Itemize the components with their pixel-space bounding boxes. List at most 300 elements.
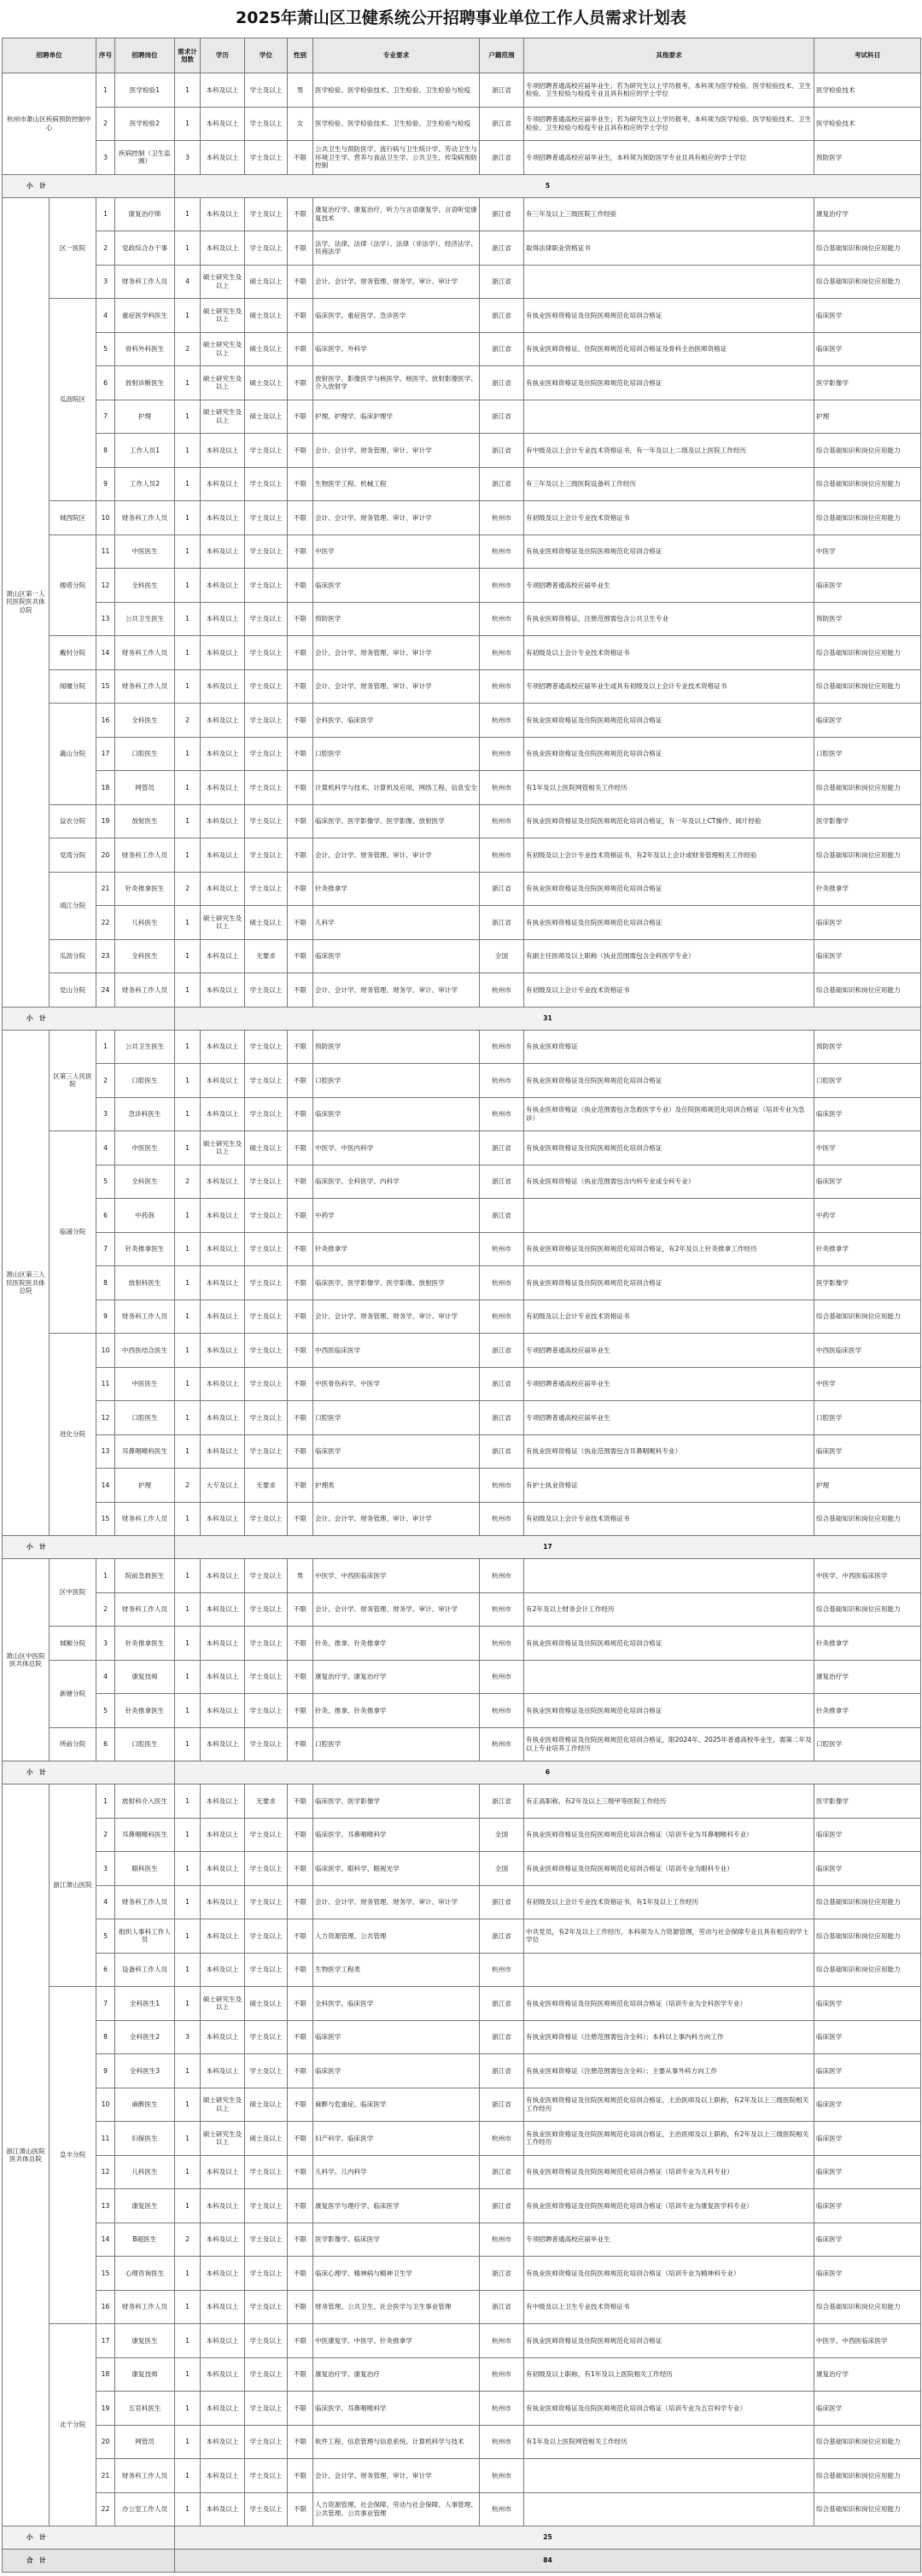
plan-count: 1 [175,1401,201,1435]
plan-count: 1 [175,1064,201,1098]
gender: 不限 [288,1627,313,1661]
table-row [3,2492,921,2526]
row-no: 4 [96,1885,115,1919]
post-name: 财务科工作人员 [115,1885,175,1919]
plan-count: 1 [175,771,201,805]
post-name: 党政综合办干事 [115,231,175,266]
residence: 杭州市 [480,804,524,838]
exam-subject: 康复治疗学 [814,197,921,231]
major: 针灸、推拿、针灸推拿学 [313,1627,480,1661]
table-row [3,366,921,400]
other-requirements: 专项招聘普通高校应届毕业生 [524,2223,814,2257]
table-row [3,1694,921,1728]
sub-unit-name: 戴村分院 [50,636,96,670]
gender: 不限 [288,737,313,771]
plan-count: 1 [175,2392,201,2426]
gender: 不限 [288,602,313,636]
major: 会计、会计学、财务管理、财务学、审计、审计学 [313,973,480,1008]
major: 中医骨伤科学、中医学 [313,1367,480,1401]
degree: 学士及以上 [245,973,288,1008]
major: 口腔医学 [313,1401,480,1435]
major: 临床医学、外科学 [313,332,480,366]
post-name: 重症医学科医生 [115,299,175,333]
major: 会计、会计学、财务管理、审计、审计学 [313,636,480,670]
residence: 全国 [480,939,524,973]
residence: 浙江省 [480,1367,524,1401]
residence: 杭州市 [480,2459,524,2493]
header-education: 学历 [201,38,245,73]
gender: 不限 [288,1064,313,1098]
education: 本科及以上 [201,2459,245,2493]
major: 会计、会计学、财务管理、审计、审计学 [313,2459,480,2493]
major: 财务管理、公共卫生、社会医学与卫生事业管理 [313,2290,480,2324]
degree: 学士及以上 [245,1502,288,1536]
degree: 学士及以上 [245,2155,288,2189]
gender: 男 [288,73,313,108]
major: 临床医学、医学影像学 [313,1785,480,1819]
exam-subject: 临床医学 [814,1434,921,1469]
residence: 杭州市 [480,501,524,535]
degree: 学士及以上 [245,534,288,569]
degree: 学士及以上 [245,1559,288,1593]
residence: 杭州市 [480,1660,524,1694]
plan-count: 2 [175,1165,201,1199]
sub-unit-name: 闻堰分院 [50,669,96,704]
residence: 浙江省 [480,1165,524,1199]
major: 儿科学 [313,906,480,940]
exam-subject: 针灸推拿学 [814,1232,921,1266]
post-name: 全科医生 [115,939,175,973]
total-value: 84 [175,2550,921,2573]
education: 本科及以上 [201,1199,245,1233]
degree: 学士及以上 [245,434,288,468]
post-name: 放射医生 [115,804,175,838]
education: 本科及以上 [201,107,245,141]
exam-subject: 临床医学 [814,939,921,973]
other-requirements: 取得法律职业资格证书 [524,231,814,266]
table-row [3,569,921,603]
education: 本科及以上 [201,939,245,973]
plan-count: 1 [175,1502,201,1536]
post-name: 口腔医生 [115,1064,175,1098]
exam-subject: 临床医学 [814,2392,921,2426]
row-no: 12 [96,1401,115,1435]
gender: 不限 [288,1401,313,1435]
row-no: 5 [96,1165,115,1199]
table-row [3,2223,921,2257]
gender: 不限 [288,1727,313,1761]
residence: 杭州市 [480,1469,524,1503]
degree: 学士及以上 [245,737,288,771]
post-name: 办公室工作人员 [115,2492,175,2526]
major: 预防医学 [313,1030,480,1064]
row-no: 22 [96,2492,115,2526]
residence: 杭州市 [480,2357,524,2392]
exam-subject: 医学影像学 [814,366,921,400]
degree: 学士及以上 [245,501,288,535]
degree: 硕士及以上 [245,400,288,434]
exam-subject: 综合基础知识和岗位应用能力 [814,2290,921,2324]
table-row [3,534,921,569]
gender: 不限 [288,1852,313,1886]
row-no: 16 [96,2290,115,2324]
row-no: 6 [96,1199,115,1233]
gender: 不限 [288,366,313,400]
other-requirements: 专项招聘普通高校应届毕业生 [524,1334,814,1368]
exam-subject: 针灸推拿学 [814,1694,921,1728]
plan-count: 1 [175,939,201,973]
row-no: 3 [96,1097,115,1131]
row-no: 8 [96,1266,115,1300]
degree: 学士及以上 [245,2492,288,2526]
sub-unit-name: 所前分院 [50,1727,96,1761]
table-row [3,1469,921,1503]
major: 康复医学与理疗学、临床医学 [313,2189,480,2223]
exam-subject: 综合基础知识和岗位应用能力 [814,501,921,535]
major: 软件工程、信息管理与信息系统、计算机科学与技术 [313,2425,480,2459]
unit-name: 萧山区中医院医共体总院 [3,1559,50,1761]
major: 针灸、推拿、针灸推拿学 [313,1694,480,1728]
residence: 浙江省 [480,1401,524,1435]
gender: 不限 [288,804,313,838]
other-requirements: 有初级及以上会计专业技术资格证书，有1年及以上工作经历 [524,1885,814,1919]
exam-subject: 护理 [814,400,921,434]
subtotal-value: 6 [175,1761,921,1785]
residence: 杭州市 [480,737,524,771]
exam-subject: 医学影像学 [814,1785,921,1819]
table-row [3,2189,921,2223]
exam-subject: 中医学、中西医临床医学 [814,1559,921,1593]
education: 硕士研究生及以上 [201,332,245,366]
table-row [3,838,921,873]
other-requirements: 有执业医师资格证及住院医师规范化培训合格证 [524,299,814,333]
other-requirements: 有执业医师资格证（注册范围需包含全科）；主要从事外科方向工作 [524,2054,814,2088]
post-name: 全科医生 [115,1165,175,1199]
education: 本科及以上 [201,2020,245,2054]
subtotal-label: 小 计 [3,1536,175,1559]
post-name: 耳鼻咽喉科医生 [115,1818,175,1852]
gender: 不限 [288,1953,313,1987]
degree: 学士及以上 [245,1592,288,1627]
plan-count: 1 [175,569,201,603]
other-requirements: 有执业医师资格证 [524,1030,814,1064]
table-row [3,332,921,366]
major: 放射医学、影像医学与核医学、核医学、放射影像医学、介入放射学 [313,366,480,400]
residence: 杭州市 [480,704,524,738]
subtotal-row [3,2526,921,2550]
gender: 不限 [288,1434,313,1469]
plan-count: 1 [175,737,201,771]
post-name: 针灸推拿医生 [115,1232,175,1266]
post-name: 心理咨询医生 [115,2257,175,2291]
gender: 不限 [288,501,313,535]
post-name: 财务科工作人员 [115,838,175,873]
header-residence: 户籍范围 [480,38,524,73]
degree: 无要求 [245,939,288,973]
row-no: 3 [96,141,115,175]
table-row [3,1097,921,1131]
other-requirements [524,265,814,299]
row-no: 8 [96,434,115,468]
major: 预防医学 [313,602,480,636]
residence: 杭州市 [480,1502,524,1536]
table-row [3,1165,921,1199]
residence: 杭州市 [480,1030,524,1064]
education: 硕士研究生及以上 [201,1987,245,2021]
gender: 不限 [288,1266,313,1300]
table-row [3,1334,921,1368]
residence: 浙江省 [480,1199,524,1233]
sub-unit-name: 党湾分院 [50,838,96,873]
degree: 硕士及以上 [245,332,288,366]
subtotal-value: 25 [175,2526,921,2550]
exam-subject: 综合基础知识和岗位应用能力 [814,1502,921,1536]
row-no: 2 [96,1064,115,1098]
residence: 杭州市 [480,2122,524,2156]
gender: 不限 [288,1165,313,1199]
plan-count: 1 [175,1300,201,1334]
degree: 学士及以上 [245,2290,288,2324]
table-row [3,1885,921,1919]
recruitment-table [2,38,920,2573]
other-requirements: 有执业医师资格证及住院医师规范化培训合格证（培训专业为五官科学专业） [524,2392,814,2426]
other-requirements: 有中级及以上卫生专业技术资格证书 [524,2290,814,2324]
exam-subject: 综合基础知识和岗位应用能力 [814,838,921,873]
major: 护理、护理学、临床护理学 [313,400,480,434]
education: 本科及以上 [201,771,245,805]
post-name: 骨科外科医生 [115,332,175,366]
education: 本科及以上 [201,737,245,771]
row-no: 2 [96,1818,115,1852]
major: 中药学 [313,1199,480,1233]
row-no: 1 [96,1559,115,1593]
other-requirements: 有执业医师资格证（执业范围需包含内科专业或全科专业） [524,1165,814,1199]
table-row [3,1559,921,1593]
major: 康复治疗学、康复治疗 [313,2357,480,2392]
row-no: 19 [96,2392,115,2426]
table-row [3,1627,921,1661]
other-requirements [524,2492,814,2526]
row-no: 1 [96,73,115,108]
residence: 杭州市 [480,2223,524,2257]
plan-count: 1 [175,1885,201,1919]
gender: 不限 [288,1131,313,1165]
unit-name: 萧山区第一人民医院医共体总院 [3,197,50,1007]
row-no: 21 [96,872,115,906]
degree: 无要求 [245,1469,288,1503]
exam-subject: 针灸推拿学 [814,1627,921,1661]
plan-count: 1 [175,434,201,468]
exam-subject: 口腔医学 [814,1064,921,1098]
subtotal-value: 31 [175,1007,921,1030]
other-requirements: 中共党员，有2年及以上工作经历，本科须为人力资源管理，劳动与社会保障专业且具有相应的学士学位 [524,1919,814,1954]
residence: 杭州市 [480,1559,524,1593]
plan-count: 1 [175,1559,201,1593]
table-row [3,400,921,434]
residence: 杭州市 [480,771,524,805]
table-row [3,1064,921,1098]
residence: 浙江省 [480,467,524,501]
education: 本科及以上 [201,1030,245,1064]
post-name: 院前急救医生 [115,1559,175,1593]
major: 会计、会计学、财务管理、财务学、审计、审计学 [313,265,480,299]
other-requirements: 有执业医师资格证及住院医师规范化培训合格证 [524,1694,814,1728]
post-name: 口腔医生 [115,1401,175,1435]
plan-count: 1 [175,1919,201,1954]
major: 临床医学 [313,569,480,603]
header-degree: 学位 [245,38,288,73]
header-count: 需求计划数 [175,38,201,73]
exam-subject: 临床医学 [814,1818,921,1852]
row-no: 7 [96,1987,115,2021]
other-requirements: 专项招聘普通高校应届毕业生；若为研究生以上学历报考，本科须为医学检验、医学检验技术、卫生检验、卫生检验与检疫专业且具有相应的学士学位 [524,73,814,108]
exam-subject: 综合基础知识和岗位应用能力 [814,265,921,299]
sub-unit-name: 浙江萧山医院 [50,1785,96,1987]
sub-unit-name: 北干分院 [50,2324,96,2526]
education: 硕士研究生及以上 [201,1131,245,1165]
post-name: 康复技师 [115,2357,175,2392]
education: 本科及以上 [201,1097,245,1131]
table-row [3,737,921,771]
residence: 浙江省 [480,434,524,468]
degree: 学士及以上 [245,1401,288,1435]
major: 会计、会计学、财务管理、财务学、审计、审计学 [313,1885,480,1919]
residence: 浙江省 [480,2054,524,2088]
plan-count: 4 [175,265,201,299]
post-name: B超医生 [115,2223,175,2257]
post-name: 全科医生3 [115,2054,175,2088]
major: 计算机科学与技术、计算机及应用、网络工程、信息安全 [313,771,480,805]
other-requirements: 专项招聘普通高校应届毕业生，本科须为预防医学专业且具有相应的学士学位 [524,141,814,175]
plan-count: 1 [175,197,201,231]
residence: 全国 [480,1852,524,1886]
residence: 全国 [480,1818,524,1852]
residence: 浙江省 [480,1434,524,1469]
row-no: 4 [96,1131,115,1165]
post-name: 全科医生1 [115,1987,175,2021]
post-name: 口腔医生 [115,1727,175,1761]
residence: 浙江省 [480,299,524,333]
exam-subject: 口腔医学 [814,1727,921,1761]
table-row [3,2088,921,2122]
other-requirements: 有初级及以上会计专业技术资格证书 [524,636,814,670]
major: 临床医学 [313,939,480,973]
gender: 不限 [288,1694,313,1728]
education: 大专及以上 [201,1469,245,1503]
major: 针灸推拿学 [313,872,480,906]
gender: 不限 [288,1097,313,1131]
education: 本科及以上 [201,2189,245,2223]
major: 临床医学、眼科学、眼视光学 [313,1852,480,1886]
education: 本科及以上 [201,838,245,873]
plan-count: 1 [175,2155,201,2189]
header-post: 招聘岗位 [115,38,175,73]
education: 本科及以上 [201,501,245,535]
degree: 学士及以上 [245,1818,288,1852]
major: 临床心理学、精神病与精神卫生学 [313,2257,480,2291]
other-requirements: 有执业医师资格证，注册范围需包含公共卫生专业 [524,602,814,636]
plan-count: 1 [175,804,201,838]
row-no: 10 [96,1334,115,1368]
post-name: 康复治疗师 [115,197,175,231]
gender: 不限 [288,906,313,940]
row-no: 16 [96,704,115,738]
major: 临床医学、全科医学、内科学 [313,1165,480,1199]
header-unit: 招聘单位 [3,38,96,73]
plan-count: 1 [175,1627,201,1661]
row-no: 6 [96,1953,115,1987]
table-row [3,906,921,940]
degree: 学士及以上 [245,2425,288,2459]
table-row [3,1919,921,1954]
plan-count: 1 [175,107,201,141]
exam-subject: 综合基础知识和岗位应用能力 [814,1953,921,1987]
other-requirements: 有执业医师资格证及住院医师规范化培训合格证（培训专业为全科医学专业） [524,1987,814,2021]
residence: 杭州市 [480,1953,524,1987]
gender: 不限 [288,704,313,738]
major: 口腔医学 [313,1727,480,1761]
post-name: 康复技师 [115,1660,175,1694]
education: 本科及以上 [201,804,245,838]
row-no: 10 [96,501,115,535]
gender: 不限 [288,1232,313,1266]
education: 本科及以上 [201,197,245,231]
sub-unit-name: 党山分院 [50,973,96,1008]
row-no: 2 [96,107,115,141]
gender: 不限 [288,1030,313,1064]
residence: 杭州市 [480,1232,524,1266]
degree: 学士及以上 [245,569,288,603]
gender: 不限 [288,1818,313,1852]
post-name: 中药剂 [115,1199,175,1233]
education: 硕士研究生及以上 [201,366,245,400]
degree: 学士及以上 [245,1232,288,1266]
post-name: 财务科工作人员 [115,501,175,535]
residence: 浙江省 [480,265,524,299]
table-row [3,197,921,231]
education: 硕士研究生及以上 [201,299,245,333]
gender: 不限 [288,1660,313,1694]
unit-name: 萧山区第三人民医院医共体总院 [3,1030,50,1536]
residence: 浙江省 [480,73,524,108]
exam-subject: 综合基础知识和岗位应用能力 [814,434,921,468]
degree: 学士及以上 [245,636,288,670]
education: 本科及以上 [201,434,245,468]
exam-subject: 护理 [814,1469,921,1503]
education: 本科及以上 [201,1885,245,1919]
row-no: 12 [96,569,115,603]
residence: 杭州市 [480,1694,524,1728]
row-no: 14 [96,1469,115,1503]
residence: 杭州市 [480,1266,524,1300]
education: 本科及以上 [201,1367,245,1401]
row-no: 24 [96,973,115,1008]
table-row [3,2020,921,2054]
exam-subject: 临床医学 [814,906,921,940]
degree: 硕士及以上 [245,1131,288,1165]
gender: 不限 [288,1469,313,1503]
row-no: 17 [96,2324,115,2358]
residence: 浙江省 [480,872,524,906]
row-no: 10 [96,2088,115,2122]
header-gender: 性别 [288,38,313,73]
post-name: 麻醉医生 [115,2088,175,2122]
education: 本科及以上 [201,1401,245,1435]
gender: 男 [288,1559,313,1593]
table-row [3,265,921,299]
gender: 不限 [288,1502,313,1536]
plan-count: 1 [175,2290,201,2324]
